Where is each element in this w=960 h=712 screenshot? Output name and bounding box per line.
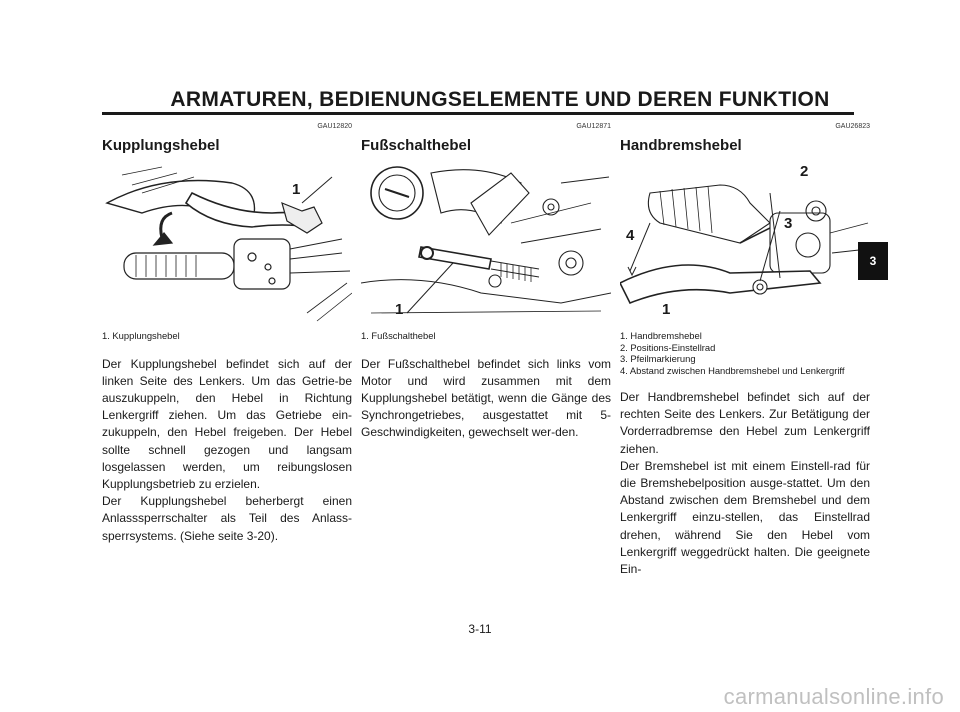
paragraph: Der Kupplungshebel befindet sich auf der linken Seite des Lenkers. Um das Getrie-be auszukuppeln, den Hebel in Richtung Lenkergriff ziehen. Um das Getriebe ein-zukuppeln, den Hebel freigeben. Der Hebel sollte schnell gezogen und langsam losgelassen werden, um reibungslosen Kupplungsbetrieb zu erzielen. [102,356,352,491]
section-code: GAU26823 [835,123,870,130]
callout-1: 1 [292,181,301,198]
figure-caption [620,330,870,376]
callout-2: 2 [800,163,809,180]
brake-lever-illustration [620,163,870,323]
section-title: Fußschalthebel [361,137,472,154]
figure-caption [102,330,352,342]
paragraph: Der Bremshebel ist mit einem Einstell-rad für die Bremshebelposition ausge-stattet. Um den Abstand zwischen dem Bremshebel und dem Lenkergriff einzu-stellen, das Einstellrad drehen, während Sie den Hebel vom Lenkergriff weggedrückt halten. Die geeignete Ein- [620,458,870,577]
clutch-lever-illustration [102,163,352,323]
section-clutch-lever [102,123,352,545]
chapter-tab: 3 [858,242,888,280]
watermark: carmanualsonline.info [723,684,944,709]
caption-item: 2. Positions-Einstellrad [620,341,716,353]
section-title: Kupplungshebel [102,137,220,154]
page-header-title: ARMATUREN, BEDIENUNGSELEMENTE UND DEREN FUNKTION [170,88,830,111]
paragraph: Der Handbremshebel befindet sich auf der rechten Seite des Lenkers. Zur Betätigung der Vorderradbremse den Hebel zum Lenkergriff ziehen. [620,390,870,456]
section-brake-lever [620,123,870,578]
page-number: 3-11 [468,622,492,636]
shift-pedal-illustration [361,163,611,323]
section-title: Handbremshebel [620,137,742,154]
body-text [361,356,611,442]
caption-item: 1. Fußschalthebel [361,330,436,341]
body-text [620,389,870,578]
paragraph: Der Fußschalthebel befindet sich links vom Motor und wird zusammen mit dem Kupplungshebel betätigt, wenn die Gänge des Synchrongetriebes, ausgestattet mit 5-Geschwindigkeiten, gewechselt wer-den. [361,356,611,440]
section-code: GAU12871 [576,123,611,130]
body-text [102,356,352,545]
caption-item: 4. Abstand zwischen Handbremshebel und Lenkergriff [620,364,845,376]
section-shift-pedal [361,123,611,442]
callout-3: 3 [784,215,793,232]
callout-1: 1 [662,301,671,318]
paragraph: Der Kupplungshebel beherbergt einen Anlasssperrschalter als Teil des Anlass-sperrsystems. (Siehe seite 3-20). [102,494,352,543]
callout-1: 1 [395,301,404,318]
caption-item: 1. Kupplungshebel [102,330,180,341]
section-code: GAU12820 [317,123,352,130]
callout-4: 4 [626,227,635,244]
caption-item: 1. Handbremshebel [620,330,702,341]
header-rule [102,112,854,115]
figure-caption [361,330,611,342]
caption-item: 3. Pfeilmarkierung [620,353,696,364]
